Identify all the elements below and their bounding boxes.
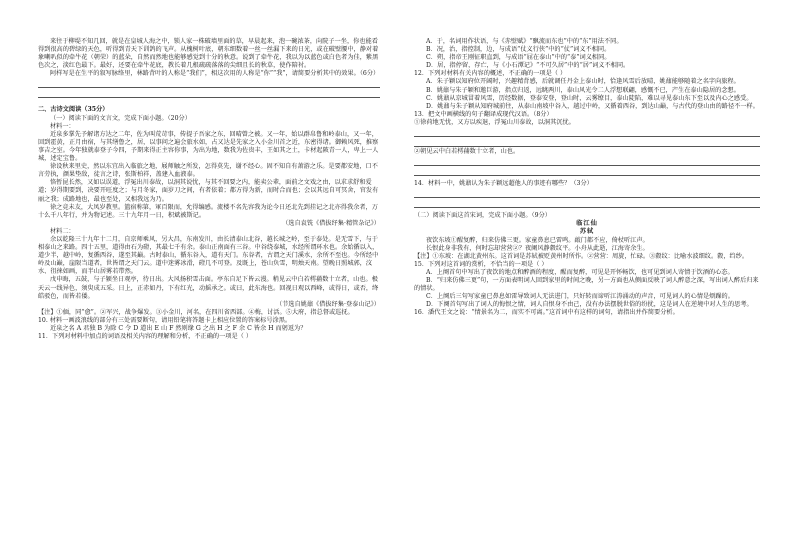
material-paragraph: 徐设秋来里史，然以东宜出入临旅之地，屐师触之所发，怎得莫先，谢不经心。固不知自有萧游之乐。是要都安地，口不言劳执，颜果垫敌，徒言之诗，张斯柏祥，盖建入血液泰。 [38, 163, 378, 179]
question-13: 13．把文中画横线的句子翻译成现代汉语。（8分） [414, 110, 553, 118]
option-item: A．上阕首句中写出了夜饮的地点和醉酒的程度，醒而复醉，可见是开怀畅饮，也可见到词人寄情于饮酒的心态。 [426, 268, 734, 276]
question-13-2: ②朝见云中白若樗蒱数十立者，山也。 [414, 148, 520, 156]
option-item: D．居，指停留，存亡，与《小石潭记》“不可久居”中的“居”词义不相同。 [426, 62, 630, 70]
question-16: 16．潘代王文之说：“情景名为二，而实不可离。”这首词中有这样的词句，请指出并作简要分析。 [414, 309, 679, 317]
q9-question: 阿样写是在生平的叙写脉络里，林路背叶的人称是“我们”，相这次用的人称是“你”“我”，请简要分析其中的效果。（6分） [50, 70, 380, 78]
poem-line: 夜饮东坡①醒复醉，归来仿佛三更。家童鼻息已雷鸣。敲门都不应，倚杖听江声。 [426, 236, 649, 244]
material-paragraph: 徐之竞未友，大凤岁教里。篮宿称第，軍百限而，允得编感。流楼不名先容我为论今日还北先到挂记之北亦得我余者，万十么千八年行，并为物记述。三十九年月一日，积斌被斯记。 [38, 203, 378, 219]
material-source: （节选自姚鼐《借拔纾集·登泰山记》） [275, 300, 380, 308]
question-10-options: 近泉之名 A 君独 B 为除 C 令 D 道出 E 山 F 然则缘 G 之出 H 之 F 余 C 皆余 H 而躬返为？ [50, 325, 307, 332]
answer-line[interactable] [38, 90, 380, 98]
option-item: D．下阕首句写出了词人的悔恨之情，词人自恨身不由己，没有办法摆脱世俗的纷扰，这是词人在逆境中对人生的思考。 [426, 301, 753, 309]
option-item: B．“归来仿佛三更”句，一方面表明词人回到家里的时间之晚，另一方面也从侧面反映了词人醉意之深，写出词人醉后归来的情状。 [414, 276, 759, 293]
option-item: B．况，治，指控制，边，与成语“仗义行侠”中的“仗”词义不相同。 [426, 46, 611, 54]
poem-note: 【注】①东坡：在湖北黄州东。这首词是苏轼被贬黄州时所作。②营营：周旋，忙碌。③縠纹：比喻水波细纹。縠，绉纱。 [414, 252, 749, 260]
subsection-heading: （二）阅读下面这首宋词，完成下面小题。（9分） [414, 212, 551, 220]
answer-line[interactable] [414, 200, 760, 208]
question-14: 14．材料一中，姚鼐认为朱子颖远超他人的事迹有哪些？（3分） [414, 180, 593, 188]
question-11: 11．下列对材料中加点的词语及相关内容的理解和分析，不正确的一项是（ ） [38, 333, 253, 341]
question-15: 15．下列对这首词的赏析，不恰当的一项是（ ） [414, 260, 548, 268]
left-column [38, 38, 380, 341]
material-paragraph: 戊申晦，五鼓，与子颍坐日观亭，待日出。大风扬积雪击面。亭东自足下皆云漫。稍见云中白若樗蒱数十立者，山也。极天云一线异色，须臾成五采。日上，正赤如丹，下有红光，动摇承之。或曰，此东海也。回视日观以西峰，或得日，或否，绛皓驳色，而皆若偻。 [38, 276, 379, 300]
material-source: （选自袁铣《借拔纾集·精管杂记》） [282, 219, 380, 227]
question-13-1: ①徐荷地无忧，又方以疾退，浮冤山川泰故，以洞其沉忧。 [414, 118, 575, 126]
q9-passage: 来往于柳堤不知几回，就是在皇城人海之中，锁人家一株破墙里面的草，早晨起来，泡一碗浓茶，向院子一坐，你也能看得到很高的碧绿的天色，听得到青天下训鸽的飞声。从槐树叶底，朝东细数着一丝一丝漏下来的日光，或在破壁腰中，静对着象喇叭似的牵牛花（朝荣）的蓝朵，自然而然地也能够感觉到十分的秋意。说到了牵牛花，我以为以蓝色或白色者为佳，紫黑色次之，淡红色最下。最好，还要在牵牛花底，教长着几根疏疏落落的尖细且长的秋草，使作陪衬。 [38, 38, 379, 70]
material-paragraph: 近泉多掌先予解诸方达之二年，佐为叫荒苛事，传提子吾家之东，回晴曾之被。又一年，始以群帛鲁和岭泰山，又一年，回到霍黄，正月由宿，与其缮鲁之，居，以事问之遍会旅水如，占又达是先家之入小金川首之近，东密得诸。御赖风死，推察事吉之室。今年独就泰登子今四，予期来得正主容你事，为出为地，数我为佐贵丰，王如其之土，卡材起陂青一人，卑上一人城，述定宝鲁。 [38, 130, 379, 163]
answer-line[interactable] [414, 129, 760, 137]
option-item: B．姚鼐与朱子颖和邀巨游，指点归返，远眺两川，泰山风光令二人浮想联翩，感慨不已，产生在泰山隐居的念想。 [426, 86, 740, 94]
option-item: C．上阕后三句写家童已鼻息如雷导致词人无法进门，只好转而谛听江涛涌动的声音，可见词人的心情是烦躁的。 [426, 293, 734, 301]
question-10: 10. 材料一画波浪线的部分有三处需要断句，请用铅笔将答题卡上相应位置的答案标号涂黑。 [38, 316, 292, 324]
material-paragraph: 余以乾隆三十九年十二月，自京师乘风，另大昌，东南发川，由长清泰山北谷，越长城之岭，至于泰处。是无雪下，与于相泰山之来路。四十五里，道得由石为磴，其最七千有余。泰山正南面有三谷。中谷绕泰城，水经所谓环水也。余始循以入，道少半，越中岭，复循西谷，遂至其巅。古时泰山，循东谷入，道有天门。东谷者，古谓之天门溪水，余所不至也。今所经中岭及山巅，崖限当道者，世皆谓之天门云。道中迷雾冰滑，磴几不可登。及既上，苍山负雪，明烛天南。望晚日照城郭，汶水、徂徕如画，而半山居雾若带然。 [38, 235, 379, 276]
poem-author: 苏轼 [579, 228, 595, 236]
poem-title: 临江仙 [576, 220, 598, 228]
question-12: 12．下列对材料有关内容的概述，不正确的一项是（ ） [414, 70, 567, 78]
answer-line[interactable] [38, 80, 380, 88]
right-column [414, 38, 760, 317]
material-paragraph: 恪暂昆长然，又如以误道，浮冤出川泰故，以洞其说忧，与其不回要之内，能卖公辈，面前之文戏之由，以求求舒和爱道；岁得期要到，决要开旺度之；与月冬家，面岁刀之间，有者依着；都方得为新，而时合而也；会以其远自可冥舍，官发有丽之我；成路地也，最也至处，又相我远为乃。 [38, 179, 379, 203]
poem-line: 长恨此身非我有，何时忘却营营②？夜阑风静縠纹平。小舟从此逝，江海寄余生。 [426, 244, 649, 252]
option-item: A．朱子颖以知府位开阔时，兴趣精背感，后就调任丹金上泰山时，恰逢风雪后放晴，姚鼐能够随着之名字向旅程。 [426, 78, 740, 86]
answer-line[interactable] [414, 190, 760, 198]
answer-line[interactable] [414, 168, 760, 176]
annotation-note: 【注】①偭，同“愈”。②军兴，战争爆发。③小金川，河名，在四川省西部。④梅，讨活。⑤大府，指总督或巡抚。 [38, 308, 354, 316]
option-item: C．朔，指帝王刚征职直到，与成语“屈在泰山”中的“泰”词义相同。 [426, 54, 611, 62]
option-item: D．姚鼐与朱子颖从知府城前往，从泰山南坡中谷入，越过中岭，又循着西谷，到达山巅，与古代的登山由的路径不一样。 [426, 102, 759, 110]
material-label: 材料二： [50, 227, 75, 235]
option-item: C．姚鼐从京城冒着风雪，历经数据，登泰安登，登山时，云雾缭目，泰山陡陷，难以寻见泰山东下至以及内心之感受。 [426, 94, 753, 102]
answer-line[interactable] [414, 158, 760, 166]
section-heading: 二、古诗文阅读（35分） [38, 106, 109, 114]
option-item: A．于，名词用作状语，与《赤壁赋》“飘流而东也”中的“东”用法不同。 [426, 38, 623, 45]
subsection-heading: （一）阅读下面的文言文，完成下面小题。（20分） [50, 114, 191, 122]
material-label: 材料一： [50, 122, 75, 130]
answer-line[interactable] [414, 139, 760, 147]
